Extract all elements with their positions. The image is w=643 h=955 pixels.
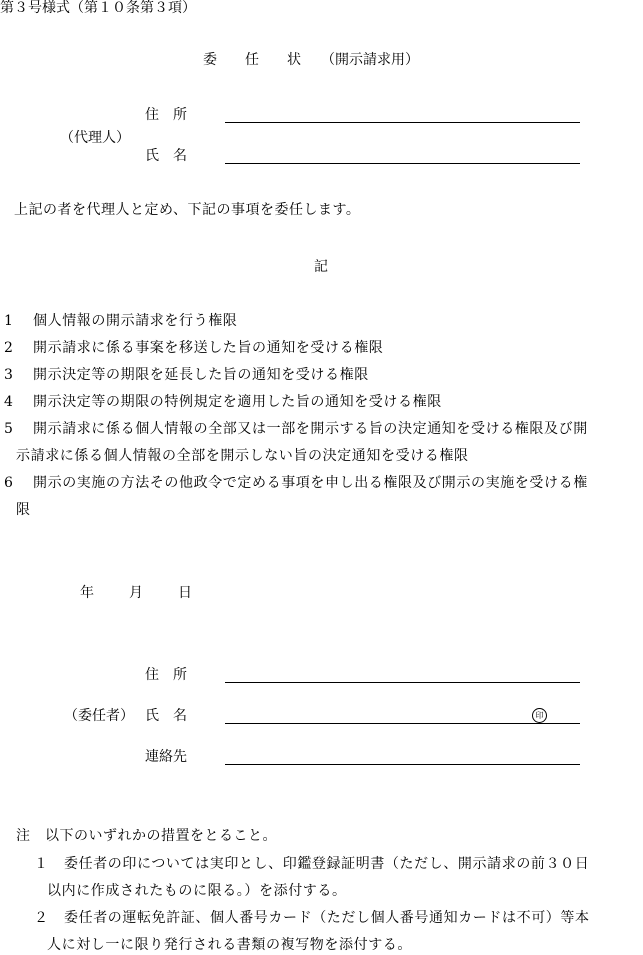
document-title [203, 53, 419, 67]
agent-name-label: 氏 名 [145, 148, 187, 164]
item-1-text: 個人情報の開示請求を行う権限 [33, 313, 238, 329]
item-6-text-line1: 開示の実施の方法その他政令で定める事項を申し出る権限及び開示の実施を受ける権 [33, 475, 588, 491]
title-main: 委 任 状 [203, 52, 301, 68]
item-4-num: 4 [4, 394, 13, 410]
principal-address-line[interactable] [225, 682, 580, 683]
principal-name-line[interactable] [225, 723, 580, 724]
notes-heading: 注 以下のいずれかの措置をとること。 [16, 828, 277, 844]
note-1-text-line2: 以内に作成されたものに限る。）を添付する。 [47, 883, 347, 899]
item-3-text: 開示決定等の期限を延長した旨の通知を受ける権限 [33, 367, 369, 383]
item-2-num: 2 [4, 340, 13, 356]
item-6-num: 6 [4, 475, 13, 491]
principal-contact-label: 連絡先 [145, 749, 187, 765]
title-sub: （開示請求用） [321, 52, 419, 68]
note-2-num: ２ [34, 910, 48, 926]
form-number: 第３号様式（第１０条第３項） [0, 0, 196, 16]
principal-address-label: 住 所 [145, 667, 187, 683]
delegation-statement: 上記の者を代理人と定め、下記の事項を委任します。 [14, 202, 361, 218]
date-year-label: 年 [80, 585, 94, 601]
note-1-num: １ [34, 856, 48, 872]
principal-label: （委任者） [64, 708, 134, 724]
agent-address-line[interactable] [225, 122, 580, 123]
item-5-text-line1: 開示請求に係る個人情報の全部又は一部を開示する旨の決定通知を受ける権限及び開 [33, 421, 588, 437]
item-4-text: 開示決定等の期限の特例規定を適用した旨の通知を受ける権限 [33, 394, 442, 410]
item-2-text: 開示請求に係る事案を移送した旨の通知を受ける権限 [33, 340, 384, 356]
item-6-text-line2: 限 [16, 502, 31, 518]
principal-name-label: 氏 名 [145, 708, 187, 724]
agent-name-line[interactable] [225, 163, 580, 164]
agent-address-label: 住 所 [145, 107, 187, 123]
note-2-text-line1: 委任者の運転免許証、個人番号カード（ただし個人番号通知カードは不可）等本 [64, 910, 590, 926]
item-1-num: 1 [4, 313, 13, 329]
date-month-label: 月 [129, 585, 143, 601]
note-2-text-line2: 人に対し一に限り発行される書類の複写物を添付する。 [47, 937, 412, 953]
item-5-text-line2: 示請求に係る個人情報の全部を開示しない旨の決定通知を受ける権限 [16, 448, 469, 464]
item-5-num: 5 [4, 421, 13, 437]
note-1-text-line1: 委任者の印については実印とし、印鑑登録証明書（ただし、開示請求の前３０日 [64, 856, 590, 872]
principal-contact-line[interactable] [225, 764, 580, 765]
item-3-num: 3 [4, 367, 13, 383]
ki-heading: 記 [314, 259, 328, 275]
seal-mark: 印 [532, 708, 547, 723]
date-day-label: 日 [178, 585, 192, 601]
agent-label: （代理人） [60, 130, 130, 146]
